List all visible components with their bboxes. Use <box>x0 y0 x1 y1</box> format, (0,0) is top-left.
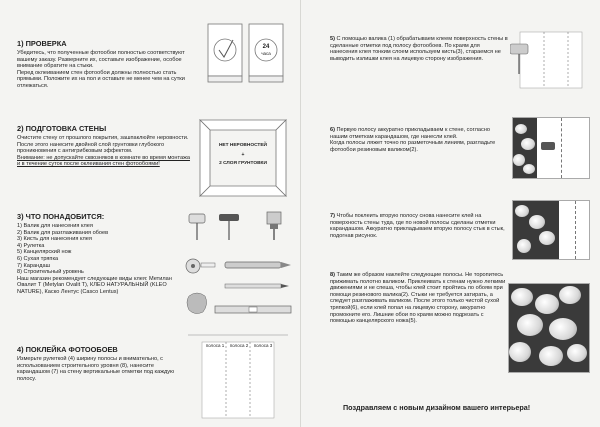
wall-frame-illustration <box>198 118 288 198</box>
strip-label-1 <box>204 343 226 349</box>
section-hanging-text: Измерьте рулеткой (4) ширину полосы и внимательно, с использованием строительного уровня (8), нанесите карандашом (7) на стену вертикальные отметки под каждую полосу. <box>17 356 175 382</box>
section-step6 <box>330 127 506 153</box>
section-step7 <box>330 213 506 239</box>
section-hanging-title: 4) ПОКЛЕЙКА ФОТООБОЕВ <box>17 345 118 354</box>
section-step5 <box>330 36 508 62</box>
step6-text-1: Первую полосу аккуратно прикладываем к стене, согласно нашим отметкам карандашом, где нанесли клей. <box>330 127 490 140</box>
strip-word: полоса <box>253 343 269 348</box>
step8-text: Таким же образом наклейте следующие полосы. Не торопитесь прижимать полотно валиком. Приклеивать к стенам нужно легкими движениями и не спеша, чтобы клей стоит пройтись по обоям при помощи резинового валика(2). Стыки не требуется затирать, а следует разглаживать валиком. После этого только чистой сухой тряпкой(6), если клей попал на лицевую сторону, аккуратно промокните его. Лишние обои по краям можно подрезать с помощью канцелярского ножа(5). <box>330 272 506 325</box>
paint-roller-icon <box>189 214 205 240</box>
flower-petal <box>515 124 527 134</box>
flower-petal <box>523 164 535 174</box>
strip-number: 3 <box>269 343 273 348</box>
second-strip-illustration <box>512 200 590 260</box>
first-strip-illustration <box>512 117 590 179</box>
flower-petal <box>535 294 559 314</box>
glue-roller-illustration <box>510 30 588 90</box>
tools-illustration <box>185 210 295 330</box>
section-check <box>17 40 193 90</box>
section-wall-prep-text: Очистите стену от прошлого покрытия, зашпаклюйте неровности. После этого нанесите двойной слой грунтовки глубокого проникновения с антигрибковым эффектом. <box>17 135 189 155</box>
tool-item: 7) Карандаш <box>17 262 51 269</box>
rag-icon <box>187 293 207 314</box>
strip-number: 2 <box>245 343 249 348</box>
wall-label-2: 2 СЛОЯ ГРУНТОВКИ <box>219 161 267 166</box>
flower-petal <box>517 239 531 253</box>
badge-hours: часа <box>261 51 271 56</box>
flower-petal <box>509 342 531 362</box>
flower-petal <box>521 138 535 150</box>
tool-item: 5) Канцелярский нож <box>17 249 72 256</box>
section-wall-prep-note <box>17 155 193 168</box>
step6-number: 6) <box>330 127 335 133</box>
strip-label-3 <box>252 343 274 349</box>
flower-petal <box>567 344 587 362</box>
finished-wall-illustration <box>508 283 590 373</box>
tape-measure-icon <box>186 259 215 273</box>
pencil-icon <box>225 284 289 288</box>
congratulations-text: Поздравляем с новым дизайном вашего интерьера! <box>343 403 531 412</box>
flower-petal <box>511 288 533 306</box>
page-fold <box>300 0 301 427</box>
tool-item: 8) Строительный уровень <box>17 269 84 276</box>
section-step8 <box>330 272 508 325</box>
strip-label-2 <box>228 343 250 349</box>
step7-text: Чтобы поклеить вторую полосу снова нанесите клей на поверхность стены туда, где по новой полосы сделаны отметки карандашом. Аккуратно прикладываем вторую полосу стык в стык, подогнав рисунок. <box>330 213 505 239</box>
strip-word: полоса <box>229 343 245 348</box>
tool-item: 3) Кисть для нанесения клея <box>17 236 92 243</box>
smoothing-roller-icon <box>219 214 239 240</box>
flower-petal <box>539 346 563 366</box>
step6-text-2: Когда полосы ляжет точно по разметочным линиям, разгладьте фотообои резиновым валиком(2). <box>330 140 496 153</box>
tool-item: 6) Сухая тряпка <box>17 255 59 262</box>
step7-number: 7) <box>330 213 335 219</box>
badge-24: 24 <box>262 44 270 50</box>
smoothing-roller-icon <box>541 142 555 150</box>
flower-petal <box>559 286 581 304</box>
tool-item: 4) Рулетка <box>17 242 45 249</box>
mark-line <box>561 118 562 178</box>
flower-petal <box>515 205 529 217</box>
step5-number: 5) <box>330 36 335 42</box>
section-tools <box>17 213 187 296</box>
wall-label-1: НЕТ НЕРОВНОСТЕЙ <box>218 143 268 148</box>
section-tools-title: 3) ЧТО ПОНАДОБИТСЯ: <box>17 212 105 221</box>
step5-text: С помощью валика (1) обрабатываем клеем поверхность стены в сделанные отметки под полосу фотообоев. По краям для нанесения клея тонким слоем используем кисть(3), стараемся не выводить излишки клея на лицевую сторону изображения. <box>330 36 508 62</box>
tool-item: 1) Валик для нанесения клея <box>17 223 93 229</box>
utility-knife-icon <box>225 262 291 268</box>
flower-petal <box>517 314 543 336</box>
strip-word: полоса <box>205 343 221 348</box>
mark-line <box>575 201 576 259</box>
section-check-text-2: Перед оклеиванием стен фотообои должны полностью стать прямыми. Положите их на пол и оставьте не менее чем на сутки отлежаться. <box>17 69 185 89</box>
section-wall-prep-title: 2) ПОДГОТОВКА СТЕНЫ <box>17 124 107 133</box>
section-wall-prep <box>17 125 193 168</box>
flower-petal <box>513 154 525 166</box>
step8-number: 8) <box>330 272 335 278</box>
section-hanging <box>17 346 187 382</box>
glue-brush-icon <box>267 212 281 240</box>
section-check-text-1: Убедитесь, что полученные фотообои полностью соответствуют вашему заказу. Разверните их, составьте изображение, особое внимание обратите на стыки. <box>17 50 185 70</box>
section-check-title: 1) ПРОВЕРКА <box>17 39 67 48</box>
tool-item: 2) Валик для разглаживания обоев <box>17 229 109 236</box>
note-text: не допускайте сквозняков в комнате во время монтажа и в течение суток после оклеивания стен фотообоями! <box>17 154 190 168</box>
note-label: Внимание: <box>17 154 45 161</box>
strip-number: 1 <box>221 343 225 348</box>
flower-petal <box>539 231 555 245</box>
flower-petal <box>529 215 545 229</box>
level-icon <box>215 306 291 313</box>
glue-recommendation: Наш магазин рекомендует следующие виды клея: Метилан Овалит Т (Metylan Ovalit T), КЛЕО НАТУРАЛЬНЫЙ (KLEO NATURE), Каско Лентус (Casco Lentus) <box>17 275 172 295</box>
flower-petal <box>549 318 577 340</box>
wall-label-plus: + <box>241 152 245 158</box>
